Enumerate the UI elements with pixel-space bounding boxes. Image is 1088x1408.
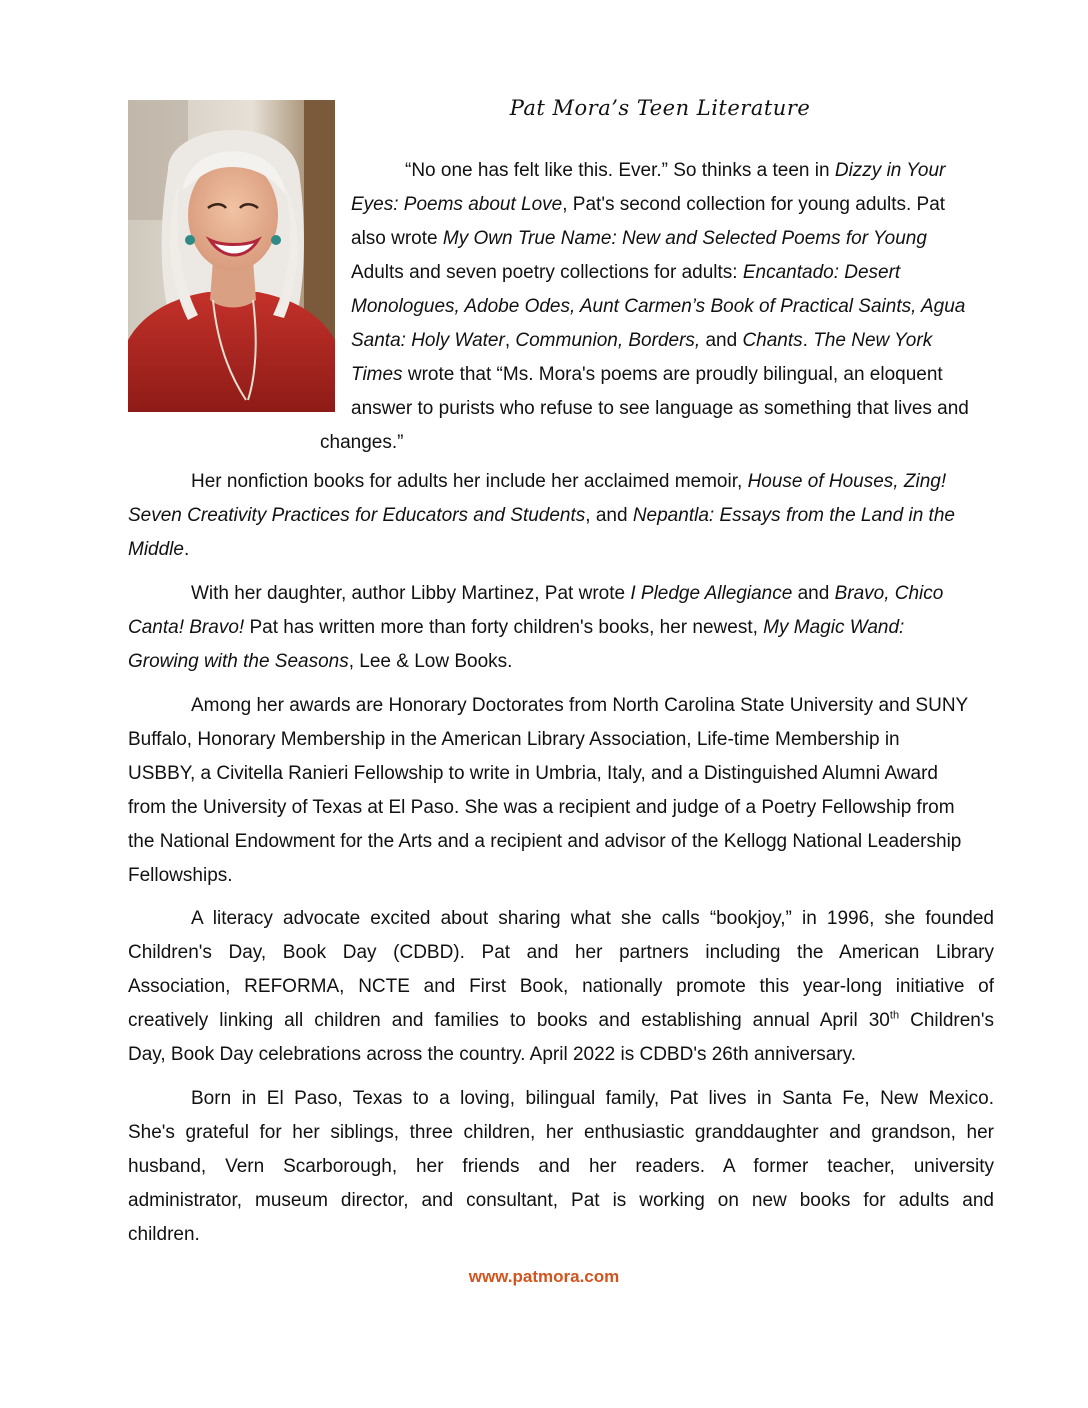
text-line: Times wrote that “Ms. Mora's poems are proudly bilingual, an eloquent bbox=[351, 364, 943, 385]
text-line: Growing with the Seasons, Lee & Low Books. bbox=[128, 651, 513, 672]
text-line: answer to purists who refuse to see language as something that lives and bbox=[351, 398, 969, 419]
text-line: Middle. bbox=[128, 539, 190, 560]
text-line: children. bbox=[128, 1224, 200, 1245]
paragraph-intro bbox=[320, 154, 993, 460]
text-line: Seven Creativity Practices for Educators and Students, and Nepantla: Essays from the Land in the bbox=[128, 505, 955, 526]
text-line: Association, REFORMA, NCTE and First Book, nationally promote this year-long initiative of bbox=[128, 976, 994, 997]
text-line: She's grateful for her siblings, three children, her enthusiastic granddaughter and grandson, her bbox=[128, 1122, 994, 1143]
text-line: Fellowships. bbox=[128, 865, 233, 886]
text-line: Children's Day, Book Day (CDBD). Pat and her partners including the American Library bbox=[128, 942, 994, 963]
text-line: administrator, museum director, and consultant, Pat is working on new books for adults and bbox=[128, 1190, 994, 1211]
text-line: also wrote My Own True Name: New and Selected Poems for Young bbox=[351, 228, 927, 249]
text-line: Eyes: Poems about Love, Pat's second collection for young adults. Pat bbox=[351, 194, 946, 215]
text-line: Her nonfiction books for adults her include her acclaimed memoir, House of Houses, Zing! bbox=[191, 471, 947, 492]
website-link[interactable]: www.patmora.com bbox=[468, 1267, 620, 1286]
text-line: USBBY, a Civitella Ranieri Fellowship to write in Umbria, Italy, and a Distinguished Alumni Award bbox=[128, 763, 938, 784]
text-line: from the University of Texas at El Paso. She was a recipient and judge of a Poetry Fellowship from bbox=[128, 797, 955, 818]
text-line: Santa: Holy Water, Communion, Borders, and Chants. The New York bbox=[351, 330, 933, 351]
text-line: A literacy advocate excited about sharing what she calls “bookjoy,” in 1996, she founded bbox=[191, 908, 994, 929]
text-line: Born in El Paso, Texas to a loving, bilingual family, Pat lives in Santa Fe, New Mexico. bbox=[191, 1088, 994, 1109]
text-line: changes.” bbox=[320, 432, 404, 453]
text-line: Among her awards are Honorary Doctorates from North Carolina State University and SUNY bbox=[191, 695, 969, 716]
text-line: husband, Vern Scarborough, her friends and her readers. A former teacher, university bbox=[128, 1156, 994, 1177]
text-line: Day, Book Day celebrations across the country. April 2022 is CDBD's 26th anniversary. bbox=[128, 1044, 857, 1065]
paragraph-bio bbox=[128, 1082, 994, 1252]
text-line: With her daughter, author Libby Martinez, Pat wrote I Pledge Allegiance and Bravo, Chico bbox=[191, 583, 944, 604]
portrait-photo bbox=[128, 100, 335, 412]
text-line: creatively linking all children and families to books and establishing annual April 30th Children's bbox=[128, 1009, 994, 1031]
text-line: Buffalo, Honorary Membership in the American Library Association, Life-time Membership in bbox=[128, 729, 900, 750]
page-title: Pat Mora’s Teen Literature bbox=[509, 96, 811, 120]
text-line: Adults and seven poetry collections for adults: Encantado: Desert bbox=[351, 262, 901, 283]
text-line: Canta! Bravo! Pat has written more than forty children's books, her newest, My Magic Wand: bbox=[128, 617, 905, 638]
paragraph-childrens-books bbox=[128, 577, 994, 679]
paragraph-nonfiction bbox=[128, 465, 994, 567]
text-line: the National Endowment for the Arts and a recipient and advisor of the Kellogg National Leadership bbox=[128, 831, 962, 852]
paragraph-awards bbox=[128, 689, 994, 893]
text-line: “No one has felt like this. Ever.” So thinks a teen in Dizzy in Your bbox=[405, 160, 946, 181]
text-line: Monologues, Adobe Odes, Aunt Carmen’s Book of Practical Saints, Agua bbox=[351, 296, 966, 317]
paragraph-literacy bbox=[128, 902, 994, 1072]
